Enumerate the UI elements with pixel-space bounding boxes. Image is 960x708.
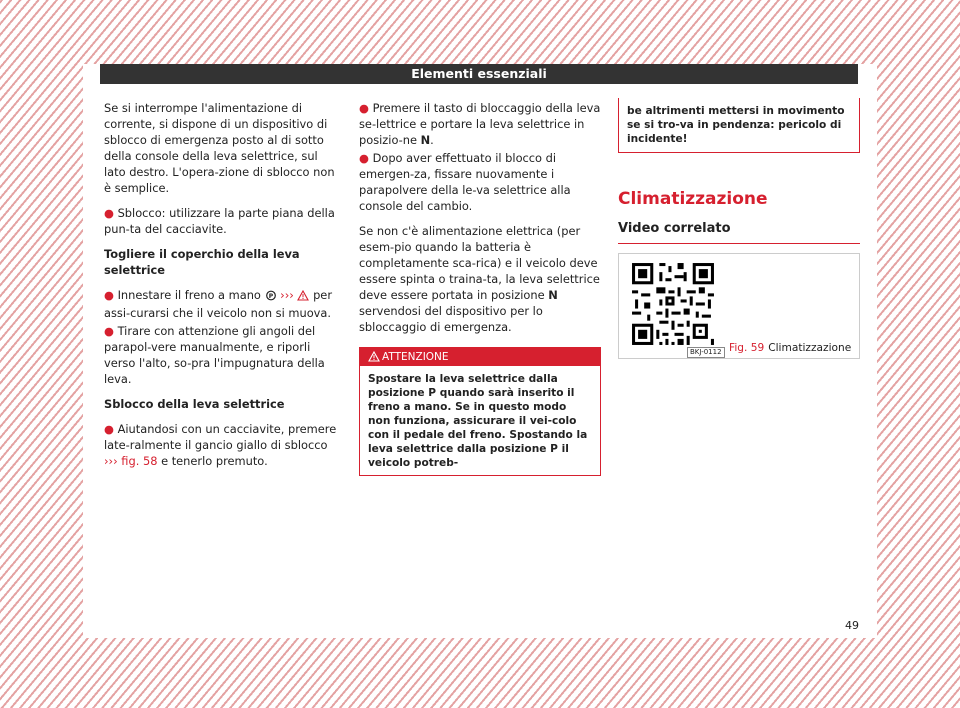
bullet-text: Dopo aver effettuato il blocco di emergen-za, fissare nuovamente i parapolvere della le-va selettrice alla console del cambio.	[359, 151, 571, 213]
subheading-unlock: Sblocco della leva selettrice	[104, 397, 285, 411]
paragraph	[359, 223, 601, 335]
bullet-text-cont: per assi-curarsi che il veicolo non si muova.	[104, 288, 332, 320]
column-3	[618, 100, 860, 359]
bullet-icon: ●	[359, 151, 369, 165]
bullet-text: Tirare con attenzione gli angoli del parapol-vere manualmente, e riporli verso l'alto, so-pra l'impugnatura della leva.	[104, 324, 325, 386]
page-number: 49	[845, 619, 859, 632]
bullet-text: Innestare il freno a mano	[117, 288, 261, 302]
warning-text: Spostare la leva selettrice dalla posizione P quando sarà inserito il freno a mano. Se in questo modo non funziona, assicurare il vei-colo con il pedale del freno. Spostando la leva selettrice dalla posizione P il veicolo potreb-	[368, 373, 588, 469]
warning-title: ATTENZIONE	[382, 351, 449, 363]
bullet-item	[104, 421, 342, 469]
bullet-icon: ●	[359, 101, 369, 115]
qr-code-icon[interactable]	[629, 260, 717, 348]
parking-brake-icon	[265, 289, 277, 305]
figure-number: Fig. 59	[729, 342, 765, 354]
figure-caption	[729, 340, 851, 356]
bullet-icon: ●	[104, 206, 114, 220]
warning-continuation: be altrimenti mettersi in movimento se si tro-va in pendenza: pericolo di incidente!	[618, 98, 860, 153]
bullet-icon: ●	[104, 324, 114, 338]
bullet-text: Premere il tasto di bloccaggio della leva se-lettrice e portare la leva selettrice in posizio-ne	[359, 101, 601, 147]
para-text: Se non c'è alimentazione elettrica (per esem-pio quando la batteria è completamente sca-rica) e il veicolo deve essere spinta o traina-ta, la leva selettrice deve essere portata in posizione	[359, 224, 600, 302]
bullet-item	[359, 150, 601, 214]
chapter-header: Elementi essenziali	[100, 64, 858, 84]
figure-59	[618, 253, 860, 359]
warning-icon	[297, 289, 309, 305]
svg-text:P: P	[268, 293, 273, 300]
para-text-cont: servendosi del dispositivo per lo sbloccaggio di emergenza.	[359, 304, 543, 334]
bullet-text: Aiutandosi con un cacciavite, premere late-ralmente il gancio giallo di sblocco	[104, 422, 337, 452]
section-title: Climatizzazione	[618, 189, 768, 209]
bullet-icon: ●	[104, 288, 114, 302]
video-subtitle: Video correlato	[618, 221, 860, 244]
intro-paragraph: Se si interrompe l'alimentazione di corrente, si dispone di un dispositivo di sblocco di emergenza posto al di sotto della console della leva selettrice, sul lato destro. L'opera-zione di sblocco non è semplice.	[104, 101, 335, 195]
figure-code: BKJ-0112	[687, 347, 725, 358]
figure-link[interactable]: fig. 58	[121, 454, 158, 468]
warning-icon	[368, 351, 380, 362]
warning-header	[360, 348, 600, 366]
column-2	[359, 100, 601, 476]
subheading-cover: Togliere il coperchio della leva selettrice	[104, 247, 300, 277]
arrow-ref-icon: ›››	[104, 454, 118, 468]
figure-caption-text: Climatizzazione	[768, 342, 852, 354]
arrow-ref-icon: ›››	[280, 288, 294, 302]
bullet-item	[104, 323, 342, 387]
column-1	[104, 100, 342, 478]
warning-box	[359, 347, 601, 476]
bullet-text-cont: e tenerlo premuto.	[161, 454, 268, 468]
bullet-icon: ●	[104, 422, 114, 436]
position-label: N	[548, 288, 558, 302]
bullet-text: Sblocco: utilizzare la parte piana della pun-ta del cacciavite.	[104, 206, 335, 236]
bullet-text-end: .	[430, 133, 434, 147]
bullet-item	[104, 205, 342, 237]
position-label: N	[420, 133, 431, 147]
bullet-item	[104, 287, 342, 321]
bullet-item	[359, 100, 601, 148]
